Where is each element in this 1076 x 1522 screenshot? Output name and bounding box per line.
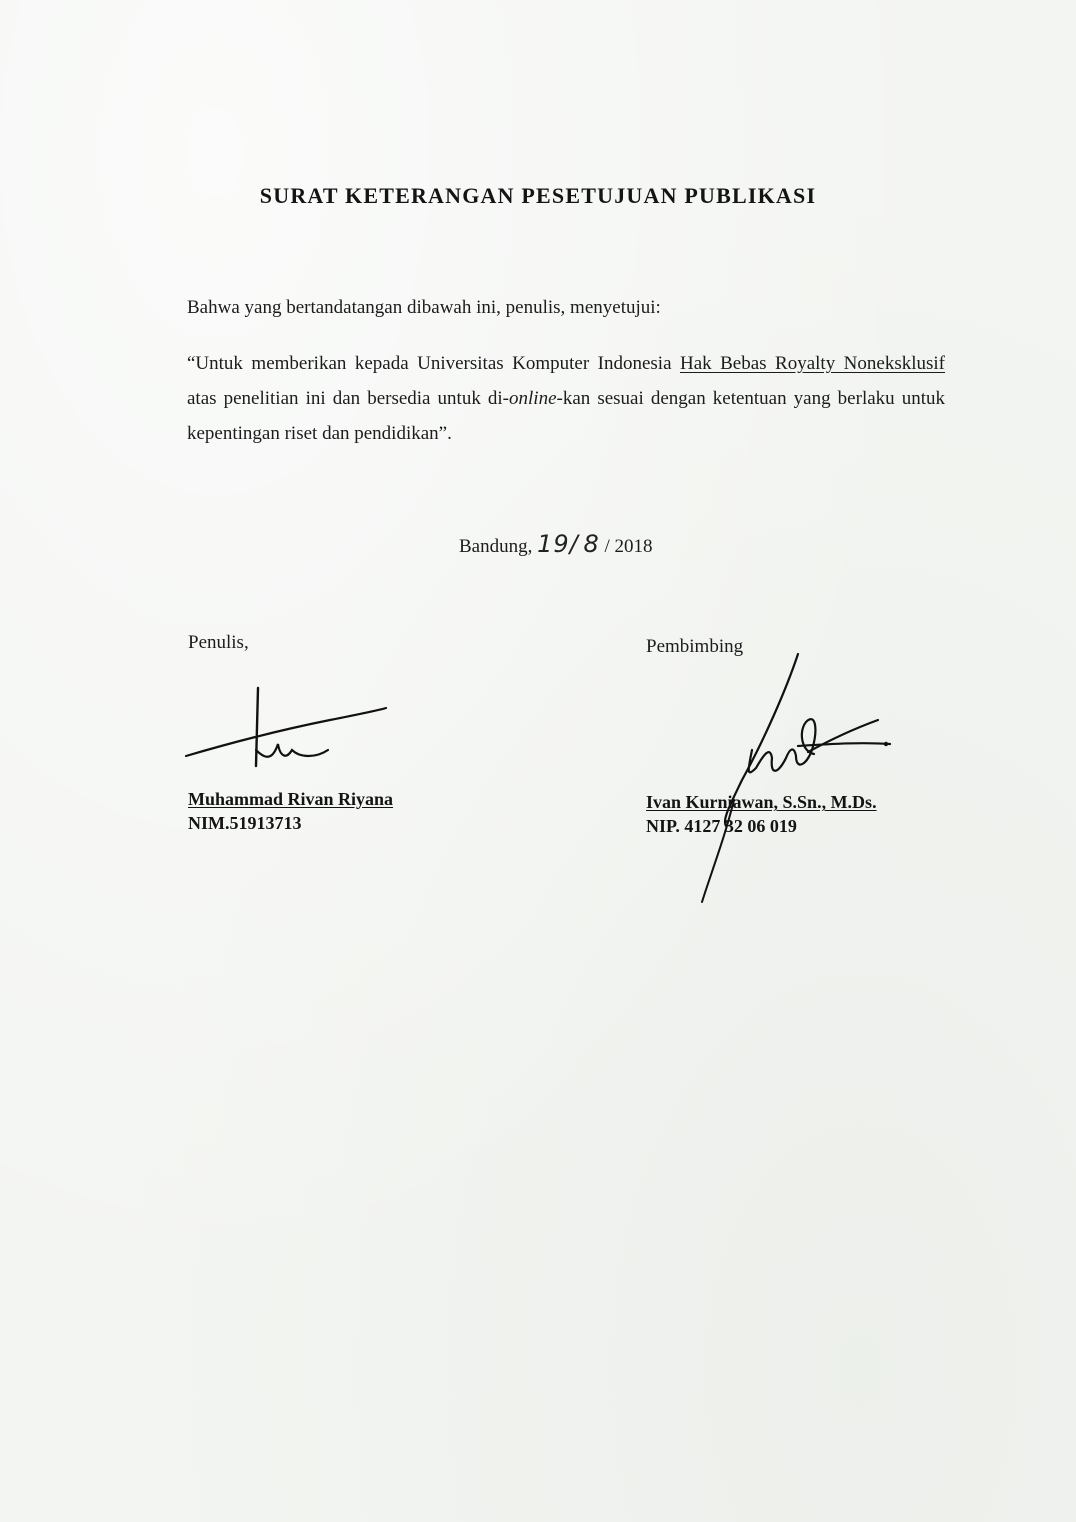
date-day-handwritten: 19/ [537,530,579,558]
statement-underlined: Hak Bebas Royalty Noneksklusif [680,353,946,374]
statement-paragraph [187,346,945,451]
author-role: Penulis, [188,632,249,653]
supervisor-signature [690,650,900,910]
date-year: / 2018 [604,536,653,557]
statement-part-2: atas penelitian ini dan bersedia untuk di- [187,388,510,409]
author-signature [180,680,410,790]
statement-part-1: “Untuk memberikan kepada Universitas Komputer Indonesia [187,353,680,374]
supervisor-role: Pembimbing [646,636,744,657]
supervisor-nip: NIP. 4127 32 06 019 [646,816,797,836]
statement-italic: online [509,388,557,409]
document-title: SURAT KETERANGAN PESETUJUAN PUBLIKASI [259,183,817,208]
date-line [459,530,653,558]
intro-paragraph: Bahwa yang bertandatangan dibawah ini, penulis, menyetujui: [187,297,661,318]
date-month-handwritten: 8 [583,530,600,558]
statement-part-3: -kan sesuai dengan ketentuan yang berlaku untuk kepentingan riset dan pendidikan”. [187,388,945,444]
author-nim: NIM.51913713 [188,813,302,833]
supervisor-name: Ivan Kurniawan, S.Sn., M.Ds. [646,792,877,812]
author-name: Muhammad Rivan Riyana [188,789,394,809]
date-place: Bandung, [459,536,533,557]
